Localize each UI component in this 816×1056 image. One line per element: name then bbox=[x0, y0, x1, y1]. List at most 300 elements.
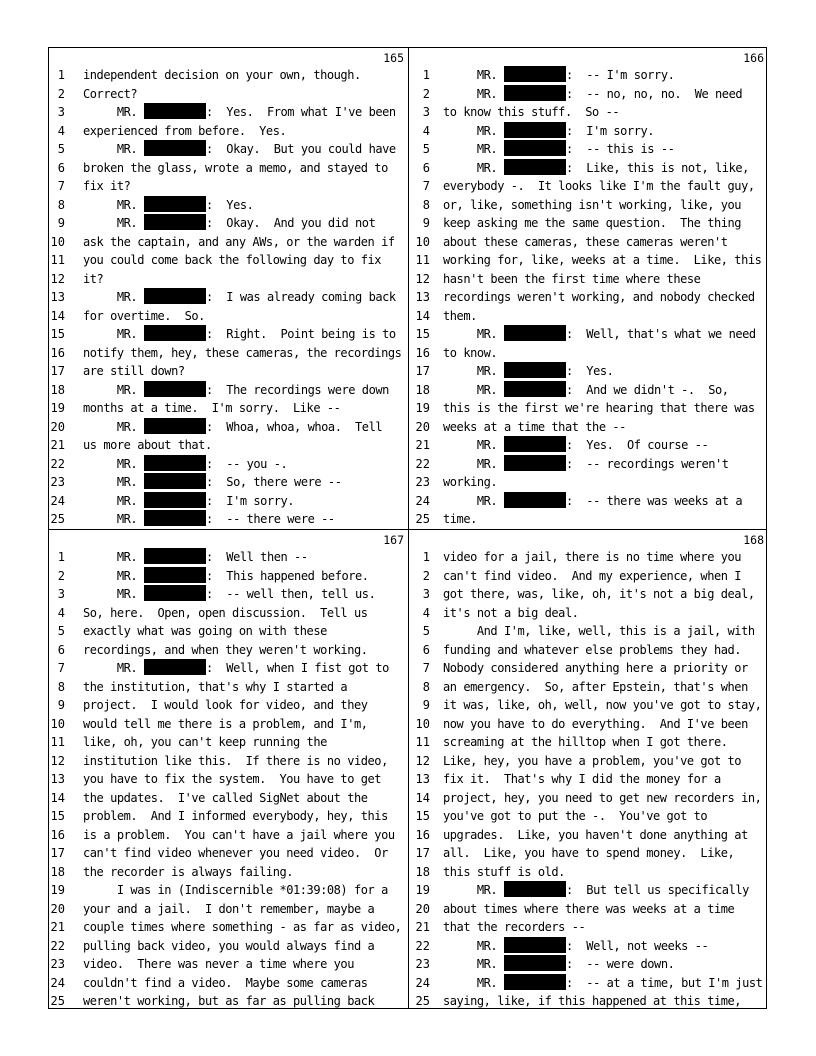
line-number: 6 bbox=[57, 642, 65, 657]
line-text bbox=[443, 492, 742, 511]
line-text-lead: you've got to put the -. You've got to bbox=[443, 809, 708, 823]
line-text bbox=[83, 937, 374, 956]
line-number: 12 bbox=[415, 753, 430, 768]
line-text bbox=[443, 436, 708, 455]
transcript-line bbox=[409, 270, 768, 289]
line-text bbox=[443, 288, 755, 307]
transcript-line bbox=[49, 492, 408, 511]
line-text bbox=[443, 937, 708, 956]
line-text-lead: MR. bbox=[83, 382, 144, 397]
line-text bbox=[443, 455, 729, 474]
transcript-line bbox=[49, 270, 408, 289]
transcript-line bbox=[409, 900, 768, 919]
line-text bbox=[443, 85, 742, 104]
line-number: 7 bbox=[422, 179, 430, 193]
line-text-lead: MR. bbox=[83, 290, 144, 304]
line-text-lead: months at a time. I'm sorry. Like -- bbox=[83, 401, 341, 415]
redaction-block bbox=[504, 325, 566, 341]
line-number: 19 bbox=[50, 401, 65, 415]
line-text bbox=[83, 863, 293, 882]
redaction-block bbox=[504, 492, 566, 508]
line-text-lead: for overtime. So. bbox=[83, 308, 205, 323]
line-number: 3 bbox=[57, 105, 65, 119]
line-text bbox=[83, 159, 388, 178]
line-text-lead: screaming at the hilltop when I got there. bbox=[443, 735, 728, 749]
line-text-rest: : -- well then, tell us. bbox=[205, 587, 376, 601]
line-text bbox=[83, 715, 368, 734]
line-text bbox=[83, 733, 327, 752]
transcript-page-167 bbox=[49, 530, 408, 1011]
line-text-lead: it? bbox=[83, 271, 104, 286]
line-text-rest: : Whoa, whoa, whoa. Tell bbox=[205, 419, 383, 434]
line-number: 15 bbox=[415, 809, 430, 823]
line-number: 17 bbox=[50, 846, 65, 860]
line-number: 15 bbox=[50, 809, 65, 823]
line-text-lead: project. I would look for video, and they bbox=[83, 698, 368, 712]
line-text-lead: this is the first we're hearing that there was bbox=[443, 401, 755, 415]
transcript-line bbox=[409, 604, 768, 623]
redaction-block bbox=[504, 85, 566, 101]
line-number: 13 bbox=[415, 290, 430, 304]
line-text-lead: Like, hey, you have a problem, you've got to bbox=[443, 753, 742, 768]
line-text bbox=[443, 344, 497, 363]
line-text bbox=[443, 844, 734, 863]
line-text bbox=[443, 66, 674, 85]
line-text bbox=[83, 344, 401, 363]
line-number: 10 bbox=[50, 234, 65, 249]
transcript-line bbox=[49, 381, 408, 400]
transcript-line bbox=[49, 752, 408, 771]
transcript-line bbox=[49, 196, 408, 215]
transcript-line bbox=[409, 473, 768, 492]
line-text bbox=[443, 881, 749, 900]
transcript-line bbox=[49, 567, 408, 586]
redaction-block bbox=[144, 585, 206, 601]
line-text bbox=[83, 196, 253, 215]
line-number: 14 bbox=[50, 790, 65, 805]
line-number: 6 bbox=[57, 160, 65, 175]
line-number: 5 bbox=[422, 142, 430, 156]
line-text bbox=[443, 789, 761, 808]
line-number: 2 bbox=[422, 568, 430, 583]
line-number: 7 bbox=[57, 179, 65, 193]
line-number: 16 bbox=[50, 827, 65, 842]
transcript-line bbox=[409, 492, 768, 511]
transcript-line bbox=[49, 307, 408, 326]
line-text bbox=[443, 826, 748, 845]
line-number: 3 bbox=[422, 105, 430, 119]
page-number: 166 bbox=[743, 51, 764, 65]
line-number: 4 bbox=[57, 123, 65, 138]
transcript-line bbox=[409, 325, 768, 344]
line-text-rest: : Well, when I fist got to bbox=[205, 661, 389, 675]
transcript-line bbox=[409, 733, 768, 752]
transcript-line bbox=[49, 641, 408, 660]
line-text-lead: fix it. That's why I did the money for a bbox=[443, 772, 721, 786]
line-number: 3 bbox=[57, 587, 65, 601]
line-number: 6 bbox=[422, 160, 430, 175]
line-text bbox=[83, 307, 205, 326]
line-number: 10 bbox=[415, 716, 430, 731]
line-text-lead: to know. bbox=[443, 345, 498, 360]
line-text bbox=[83, 362, 185, 381]
line-text bbox=[443, 473, 497, 492]
line-text-lead: problem. And I informed everybody, hey, this bbox=[83, 809, 388, 823]
line-text-lead: are still down? bbox=[83, 364, 185, 378]
line-number: 23 bbox=[50, 957, 65, 971]
transcript-line bbox=[49, 214, 408, 233]
line-list bbox=[49, 548, 408, 1011]
line-text bbox=[83, 548, 308, 567]
line-text bbox=[83, 473, 341, 492]
line-number: 16 bbox=[415, 345, 430, 360]
transcript-line bbox=[49, 974, 408, 993]
line-text bbox=[83, 992, 374, 1011]
line-text bbox=[83, 604, 368, 623]
line-number: 8 bbox=[57, 197, 65, 212]
line-text-lead: time. bbox=[443, 512, 477, 526]
line-number: 20 bbox=[415, 901, 430, 916]
transcript-line bbox=[409, 937, 768, 956]
line-number: 23 bbox=[415, 957, 430, 971]
line-number: 24 bbox=[415, 493, 430, 508]
line-text-rest: : -- recordings weren't bbox=[565, 456, 729, 471]
line-text-lead: it's not a big deal. bbox=[443, 605, 579, 620]
line-text-rest: : -- I'm sorry. bbox=[565, 68, 675, 82]
line-number: 18 bbox=[50, 864, 65, 879]
line-text-lead: working for, like, weeks at a time. Like, this bbox=[443, 253, 762, 267]
transcript-line bbox=[49, 789, 408, 808]
line-text-rest: : I'm sorry. bbox=[205, 493, 295, 508]
line-text bbox=[443, 604, 579, 623]
line-text bbox=[443, 214, 741, 233]
line-text-lead: MR. bbox=[83, 197, 144, 212]
line-text bbox=[83, 900, 374, 919]
redaction-block bbox=[144, 455, 206, 471]
line-text bbox=[83, 455, 287, 474]
redaction-block bbox=[504, 122, 566, 138]
transcript-line bbox=[49, 288, 408, 307]
line-text-lead: Correct? bbox=[83, 86, 138, 101]
line-text bbox=[83, 974, 368, 993]
line-text-rest: : But tell us specifically bbox=[565, 883, 749, 897]
line-number: 4 bbox=[57, 605, 65, 620]
line-text-lead: us more about that. bbox=[83, 438, 212, 452]
transcript-line bbox=[49, 436, 408, 455]
line-text bbox=[443, 381, 729, 400]
line-text bbox=[83, 752, 388, 771]
line-text-lead: the recorder is always failing. bbox=[83, 864, 294, 879]
line-list bbox=[49, 66, 408, 529]
line-text bbox=[83, 270, 103, 289]
transcript-line bbox=[49, 122, 408, 141]
line-text-rest: : I'm sorry. bbox=[565, 123, 655, 138]
line-number: 13 bbox=[50, 290, 65, 304]
redaction-block bbox=[144, 510, 206, 526]
line-text-lead: So, here. Open, open discussion. Tell us bbox=[83, 605, 368, 620]
transcript-line bbox=[49, 715, 408, 734]
transcript-line bbox=[409, 992, 768, 1011]
line-text-lead: MR. bbox=[443, 382, 504, 397]
line-number: 9 bbox=[422, 698, 430, 712]
line-text-lead: MR. bbox=[83, 550, 144, 564]
line-number: 21 bbox=[50, 438, 65, 452]
redaction-block bbox=[144, 492, 206, 508]
line-text bbox=[83, 585, 375, 604]
line-text bbox=[83, 807, 388, 826]
transcript-line bbox=[409, 66, 768, 85]
line-text-lead: working. bbox=[443, 475, 498, 489]
line-number: 11 bbox=[50, 735, 65, 749]
line-text bbox=[83, 844, 388, 863]
line-text bbox=[443, 270, 700, 289]
line-number: 1 bbox=[422, 68, 430, 82]
redaction-block bbox=[504, 455, 566, 471]
line-text-lead: independent decision on your own, though. bbox=[83, 68, 361, 82]
transcript-line bbox=[49, 863, 408, 882]
line-text bbox=[443, 307, 477, 326]
line-text bbox=[443, 159, 749, 178]
line-number: 11 bbox=[415, 735, 430, 749]
line-text bbox=[443, 900, 734, 919]
line-text-lead: can't find video. And my experience, when I bbox=[443, 568, 742, 583]
line-text-rest: : Like, this is not, like, bbox=[565, 160, 749, 175]
line-text bbox=[83, 955, 354, 974]
line-number: 24 bbox=[415, 975, 430, 990]
line-text-lead: MR. bbox=[83, 327, 144, 341]
line-number: 12 bbox=[50, 753, 65, 768]
line-text-rest: : The recordings were down bbox=[205, 382, 389, 397]
redaction-block bbox=[144, 418, 206, 434]
line-number: 3 bbox=[422, 587, 430, 601]
line-text-lead: MR. bbox=[443, 957, 504, 971]
redaction-block bbox=[504, 974, 566, 990]
line-text-lead: MR. bbox=[83, 419, 144, 434]
line-number: 21 bbox=[415, 438, 430, 452]
line-text bbox=[443, 659, 748, 678]
line-text-lead: can't find video whenever you need video. Or bbox=[83, 846, 388, 860]
line-text-rest: : Okay. And you did not bbox=[205, 216, 376, 230]
line-number: 22 bbox=[50, 938, 65, 953]
transcript-line bbox=[409, 436, 768, 455]
line-text-lead: project, hey, you need to get new recorders in, bbox=[443, 790, 762, 805]
line-number: 13 bbox=[50, 772, 65, 786]
transcript-line bbox=[49, 918, 408, 937]
transcript-line bbox=[409, 659, 768, 678]
line-number: 11 bbox=[50, 253, 65, 267]
line-text-rest: : I was already coming back bbox=[205, 290, 396, 304]
line-text bbox=[83, 233, 395, 252]
line-text-rest: : Well then -- bbox=[205, 550, 308, 564]
line-text-lead: recordings, and when they weren't working. bbox=[83, 642, 368, 657]
line-text-lead: weren't working, but as far as pulling back bbox=[83, 994, 375, 1008]
line-number: 4 bbox=[422, 123, 430, 138]
line-text-lead: like, oh, you can't keep running the bbox=[83, 735, 327, 749]
line-number: 14 bbox=[50, 308, 65, 323]
line-text-rest: : Right. Point being is to bbox=[205, 327, 396, 341]
transcript-line bbox=[409, 381, 768, 400]
line-text-lead: recordings weren't working, and nobody checked bbox=[443, 290, 755, 304]
line-number: 20 bbox=[50, 901, 65, 916]
line-text bbox=[443, 325, 756, 344]
transcript-line bbox=[49, 473, 408, 492]
line-number: 18 bbox=[415, 382, 430, 397]
line-text bbox=[443, 418, 626, 437]
line-text-lead: or, like, something isn't working, like, you bbox=[443, 197, 742, 212]
transcript-line bbox=[409, 122, 768, 141]
line-text bbox=[83, 418, 382, 437]
line-number: 1 bbox=[422, 550, 430, 564]
line-text bbox=[83, 641, 368, 660]
transcript-line bbox=[409, 233, 768, 252]
line-text-lead: MR. bbox=[443, 938, 504, 953]
line-text-rest: : Well, not weeks -- bbox=[565, 938, 709, 953]
transcript-line bbox=[49, 85, 408, 104]
line-text-lead: the institution, that's why I started a bbox=[83, 679, 348, 694]
line-number: 15 bbox=[415, 327, 430, 341]
line-text-lead: MR. bbox=[83, 493, 144, 508]
line-text-lead: MR. bbox=[443, 327, 504, 341]
line-text-rest: : -- there was weeks at a bbox=[565, 493, 743, 508]
line-number: 15 bbox=[50, 327, 65, 341]
line-number: 22 bbox=[50, 456, 65, 471]
transcript-line bbox=[409, 955, 768, 974]
line-number: 25 bbox=[50, 994, 65, 1008]
line-text-rest: : This happened before. bbox=[205, 568, 369, 583]
redaction-block bbox=[144, 567, 206, 583]
line-number: 25 bbox=[415, 994, 430, 1008]
line-text-lead: MR. bbox=[83, 661, 144, 675]
transcript-line bbox=[409, 307, 768, 326]
transcript-line bbox=[409, 844, 768, 863]
line-text bbox=[443, 770, 721, 789]
line-text bbox=[443, 585, 755, 604]
redaction-block bbox=[504, 362, 566, 378]
line-text-lead: Nobody considered anything here a priority or bbox=[443, 661, 748, 675]
line-text-rest: : So, there were -- bbox=[205, 475, 342, 489]
line-text bbox=[443, 567, 741, 586]
line-text-lead: hasn't been the first time where these bbox=[443, 271, 701, 286]
redaction-block bbox=[504, 937, 566, 953]
line-text bbox=[443, 918, 585, 937]
line-text-lead: I was in (Indiscernible *01:39:08) for a bbox=[83, 883, 388, 897]
line-text-lead: fix it? bbox=[83, 179, 131, 193]
line-text bbox=[83, 85, 137, 104]
transcript-line bbox=[49, 955, 408, 974]
line-text bbox=[83, 177, 130, 196]
line-text-lead: MR. bbox=[83, 587, 144, 601]
transcript-line bbox=[409, 140, 768, 159]
transcript-line bbox=[409, 770, 768, 789]
line-number: 9 bbox=[57, 698, 65, 712]
page-number: 168 bbox=[743, 533, 764, 547]
line-text bbox=[83, 492, 294, 511]
page-number: 167 bbox=[383, 533, 404, 547]
transcript-page-166 bbox=[409, 48, 768, 529]
line-text bbox=[83, 881, 388, 900]
transcript-line bbox=[49, 844, 408, 863]
line-text bbox=[83, 103, 396, 122]
line-text-lead: you have to fix the system. You have to get bbox=[83, 772, 382, 786]
line-text-lead: MR. bbox=[83, 456, 144, 471]
line-text-rest: : -- at a time, but I'm just bbox=[565, 975, 763, 990]
transcript-line bbox=[49, 585, 408, 604]
line-text-lead: that the recorders -- bbox=[443, 920, 586, 934]
line-text bbox=[443, 807, 707, 826]
line-text bbox=[83, 789, 368, 808]
transcript-grid bbox=[48, 47, 767, 1009]
transcript-line bbox=[49, 900, 408, 919]
redaction-block bbox=[144, 381, 206, 397]
line-text-rest: : Yes. Of course -- bbox=[565, 438, 709, 452]
line-text-lead: MR. bbox=[83, 512, 144, 526]
transcript-line bbox=[409, 455, 768, 474]
transcript-line bbox=[409, 344, 768, 363]
line-text-lead: MR. bbox=[443, 68, 504, 82]
redaction-block bbox=[144, 140, 206, 156]
redaction-block bbox=[504, 881, 566, 897]
line-text bbox=[443, 196, 741, 215]
line-text-rest: : Yes. bbox=[205, 197, 254, 212]
transcript-page-168 bbox=[409, 530, 768, 1011]
line-text bbox=[83, 770, 381, 789]
line-text-lead: MR. bbox=[443, 123, 504, 138]
line-list bbox=[409, 66, 768, 529]
line-text bbox=[83, 567, 369, 586]
line-text-lead: about times where there was weeks at a time bbox=[443, 901, 735, 916]
redaction-block bbox=[144, 103, 206, 119]
line-number: 17 bbox=[50, 364, 65, 378]
line-number: 22 bbox=[415, 938, 430, 953]
transcript-line bbox=[49, 696, 408, 715]
transcript-line bbox=[49, 659, 408, 678]
line-number: 8 bbox=[422, 679, 430, 694]
line-text bbox=[443, 233, 728, 252]
line-number: 24 bbox=[50, 975, 65, 990]
transcript-line bbox=[409, 918, 768, 937]
line-text-lead: it was, like, oh, well, now you've got to stay, bbox=[443, 698, 762, 712]
line-text-lead: to know this stuff. So -- bbox=[443, 105, 620, 119]
line-text-lead: pulling back video, you would always find a bbox=[83, 938, 375, 953]
transcript-line bbox=[409, 585, 768, 604]
line-text-lead: institution like this. If there is no video, bbox=[83, 753, 388, 768]
line-text bbox=[443, 177, 755, 196]
line-text-lead: video for a jail, there is no time where you bbox=[443, 550, 742, 564]
line-number: 19 bbox=[415, 401, 430, 415]
redaction-block bbox=[504, 436, 566, 452]
line-number: 25 bbox=[50, 512, 65, 526]
line-text-lead: this stuff is old. bbox=[443, 864, 565, 879]
line-text-lead: MR. bbox=[443, 160, 504, 175]
transcript-line bbox=[409, 159, 768, 178]
line-number: 16 bbox=[50, 345, 65, 360]
transcript-line bbox=[409, 789, 768, 808]
line-number: 20 bbox=[50, 419, 65, 434]
transcript-line bbox=[49, 604, 408, 623]
line-text-lead: got there, was, like, oh, it's not a big deal, bbox=[443, 587, 755, 601]
line-text-lead: ask the captain, and any AWs, or the warden if bbox=[83, 234, 395, 249]
line-text-lead: MR. bbox=[83, 216, 144, 230]
transcript-line bbox=[409, 85, 768, 104]
line-number: 25 bbox=[415, 512, 430, 526]
line-text bbox=[83, 436, 212, 455]
line-text-lead: MR. bbox=[83, 105, 144, 119]
line-text-lead: weeks at a time that the -- bbox=[443, 419, 626, 434]
line-text bbox=[443, 863, 565, 882]
line-text bbox=[83, 140, 396, 159]
transcript-line bbox=[409, 103, 768, 122]
line-text-rest: : Well, that's what we need bbox=[565, 327, 756, 341]
